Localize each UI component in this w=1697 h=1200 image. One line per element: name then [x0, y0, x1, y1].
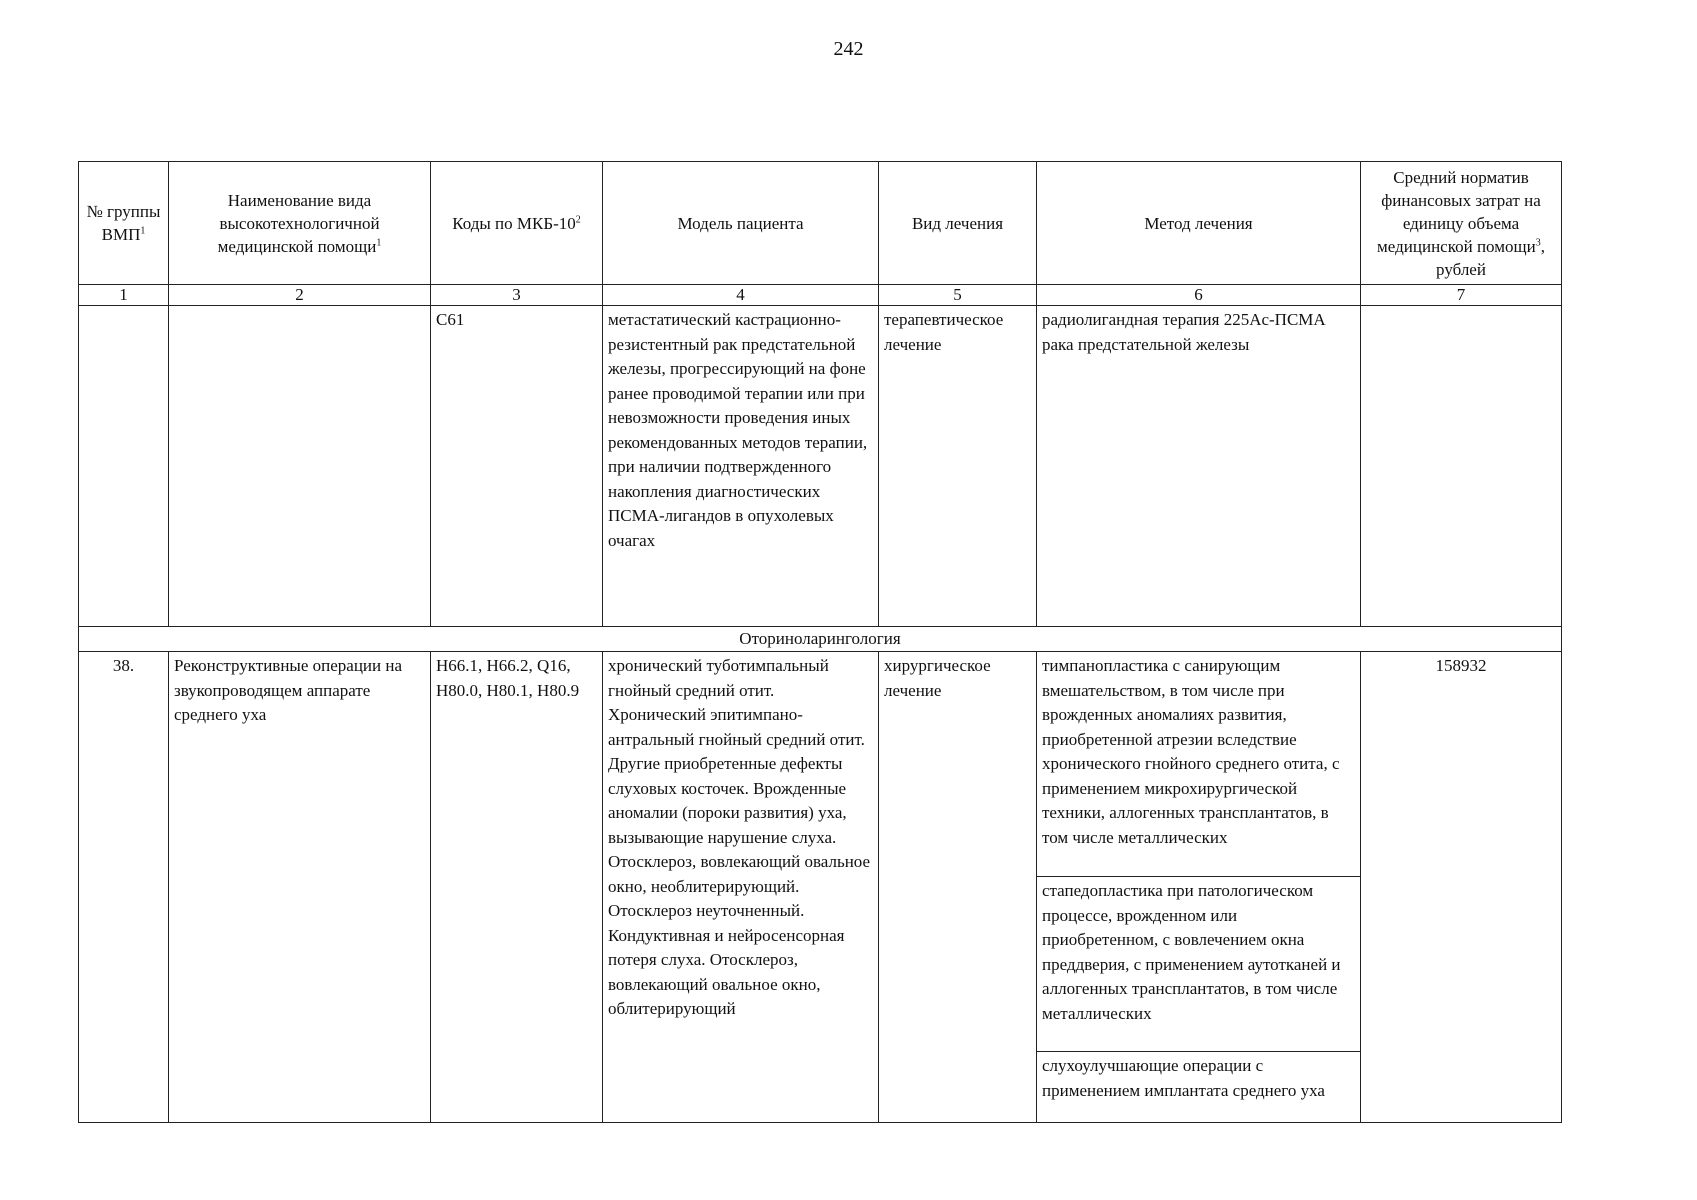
section-row — [79, 627, 1562, 652]
method-item: тимпанопластика с санирующим вмешательством, в том числе при врожденных аномалиях развития, приобретенной атрезии вследствие хронического гнойного среднего отита, с применением микрохирургической техники, аллогенных трансплантатов, в том числе металлических — [1042, 656, 1340, 847]
cell-group-number: 38. — [79, 652, 169, 1123]
table-row — [79, 652, 1562, 1123]
cell-patient-model: метастатический кастрационно-резистентный рак предстательной железы, прогрессирующий на фоне ранее проводимой терапии или при невозможности проведения иных рекомендованных методов терапии, при наличии подтвержденного накопления диагностических ПСМА-лигандов в опухолевых очагах — [603, 306, 879, 627]
cell-group-number — [79, 306, 169, 627]
column-number: 5 — [879, 285, 1037, 306]
section-title: Оториноларингология — [79, 627, 1562, 652]
header-group-number: № группы ВМП$^1$ — [79, 162, 169, 285]
cell-care-name — [169, 306, 431, 627]
column-number: 1 — [79, 285, 169, 306]
cell-icd-codes: C61 — [431, 306, 603, 627]
cell-cost-norm — [1361, 306, 1562, 627]
column-number: 7 — [1361, 285, 1562, 306]
cell-cost-norm: 158932 — [1361, 652, 1562, 1123]
column-number: 6 — [1037, 285, 1361, 306]
cell-treatment-method — [1037, 652, 1361, 1123]
cell-patient-model: хронический туботимпальный гнойный средний отит. Хронический эпитимпано-антральный гнойный средний отит. Другие приобретенные дефекты слуховых косточек. Врожденные аномалии (пороки развития) уха, вызывающие нарушение слуха. Отосклероз, вовлекающий овальное окно, необлитерирующий. Отосклероз неуточненный. Кондуктивная и нейросенсорная потеря слуха. Отосклероз, вовлекающий овальное окно, облитерирующий — [603, 652, 879, 1123]
column-number: 2 — [169, 285, 431, 306]
cell-treatment-type: терапевтическое лечение — [879, 306, 1037, 627]
header-icd-codes: Коды по МКБ-$10^2$ — [431, 162, 603, 285]
method-item: стапедопластика при патологическом процессе, врожденном или приобретенном, с вовлечением окна преддверия, с применением аутотканей и аллогенных трансплантатов, в том числе металлических — [1037, 876, 1360, 1051]
header-care-name: Наименование вида высокотехнологичной медицинской помощи$^1$ — [169, 162, 431, 285]
cell-treatment-type: хирургическое лечение — [879, 652, 1037, 1123]
cell-treatment-method: радиолигандная терапия 225Ac-ПСМА рака предстательной железы — [1037, 306, 1361, 627]
table-header-row — [79, 162, 1562, 285]
page-number: 242 — [833, 38, 864, 60]
column-number: 3 — [431, 285, 603, 306]
header-treatment-type: Вид лечения — [879, 162, 1037, 285]
cell-icd-codes: H66.1, H66.2, Q16, H80.0, H80.1, H80.9 — [431, 652, 603, 1123]
header-treatment-method: Метод лечения — [1037, 162, 1361, 285]
column-number-row — [79, 285, 1562, 306]
header-patient-model: Модель пациента — [603, 162, 879, 285]
cell-care-name: Реконструктивные операции на звукопроводящем аппарате среднего уха — [169, 652, 431, 1123]
column-number: 4 — [603, 285, 879, 306]
header-cost-norm: Средний норматив финансовых затрат на единицу объема медицинской помощи$^3$, рублей — [1361, 162, 1562, 285]
table-row — [79, 306, 1562, 627]
vmp-table — [78, 161, 1562, 1123]
method-item: слухоулучшающие операции с применением имплантата среднего уха — [1037, 1051, 1360, 1122]
